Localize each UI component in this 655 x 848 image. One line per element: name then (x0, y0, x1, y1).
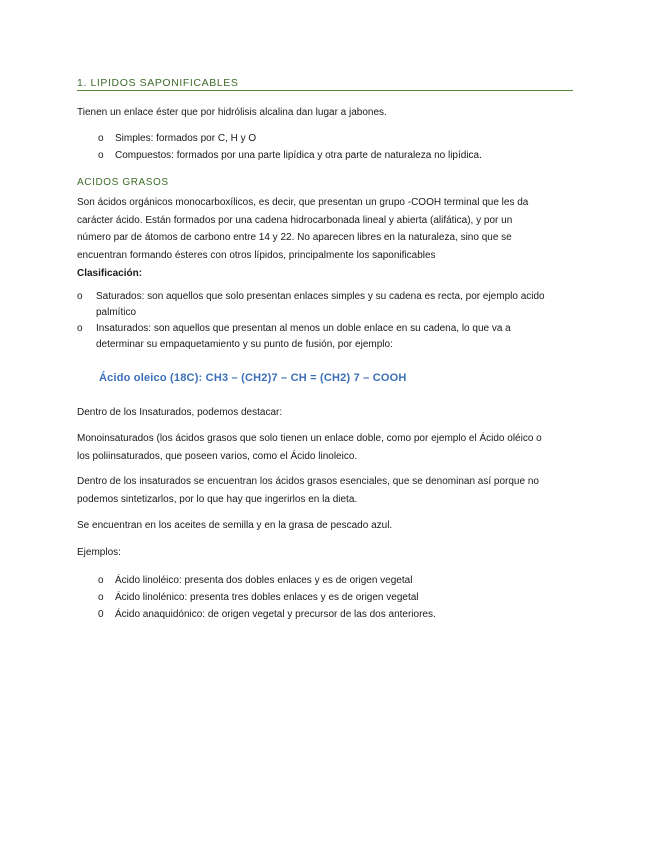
paragraph-line: podemos sintetizarlos, por lo que hay que ingerirlos en la dieta. (77, 493, 358, 505)
lipid-type-item (98, 131, 578, 147)
bullet-marker: o (98, 575, 104, 586)
examples-label: Ejemplos: (77, 547, 121, 558)
section-title: 1. LIPIDOS SAPONIFICABLES (77, 77, 573, 91)
paragraph-line: Dentro de los insaturados se encuentran los ácidos grasos esenciales, que se denominan así porque no (77, 476, 539, 487)
classification-line: determinar su empaquetamiento y su punto de fusión, por ejemplo: (96, 339, 393, 350)
example-item (98, 607, 578, 623)
paragraph-line: carácter ácido. Están formados por una cadena hidrocarbonada lineal y abierta (alifática), y por un (77, 214, 513, 226)
bullet-marker: 0 (98, 609, 104, 620)
paragraph-line: Monoinsaturados (los ácidos grasos que solo tienen un enlace doble, como por ejemplo el Ácido oléico o (77, 433, 542, 444)
example-item (98, 573, 578, 589)
lipid-type-item (98, 148, 578, 164)
classification-line: Saturados: son aquellos que solo presentan enlaces simples y su cadena es recta, por ejemplo acido (96, 291, 545, 302)
fatty-acids-paragraph (77, 194, 577, 264)
mono-poly-paragraph (77, 430, 587, 465)
classification-line: palmítico (96, 307, 137, 318)
classification-item (77, 321, 577, 353)
classification-text (96, 289, 545, 321)
example-text: Ácido anaquidónico: de origen vegetal y precursor de las dos anteriores. (115, 609, 436, 620)
paragraph-line: los poliinsaturados, que poseen varios, como el Ácido linoleico. (77, 450, 358, 462)
bullet-marker: o (98, 133, 104, 144)
lipid-type-text: Simples: formados por C, H y O (115, 133, 257, 144)
paragraph-line: encuentran formando ésteres con otros lípidos, principalmente los saponificables (77, 249, 436, 261)
lipid-type-text: Compuestos: formados por una parte lipídica y otra parte de naturaleza no lipídica. (115, 150, 482, 161)
paragraph-line: número par de átomos de carbono entre 14 y 22. No aparecen libres en la naturaleza, sino que se (77, 232, 512, 243)
bullet-marker: o (98, 592, 104, 603)
fatty-acids-title: ACIDOS GRASOS (77, 177, 169, 188)
classification-item (77, 289, 577, 321)
sources-paragraph: Se encuentran en los aceites de semilla y en la grasa de pescado azul. (77, 520, 393, 531)
example-text: Ácido linoléico: presenta dos dobles enlaces y es de origen vegetal (115, 575, 413, 586)
classification-line: Insaturados: son aquellos que presentan al menos un doble enlace en su cadena, lo que va a (96, 323, 511, 334)
oleic-acid-formula: Ácido oleico (18C): CH3 – (CH2)7 – CH = (CH2) 7 – COOH (99, 372, 407, 384)
unsaturated-intro: Dentro de los Insaturados, podemos destacar: (77, 407, 283, 418)
paragraph-line: Son ácidos orgánicos monocarboxílicos, es decir, que presentan un grupo -COOH terminal que les da (77, 197, 529, 208)
essential-paragraph (77, 473, 577, 508)
example-item (98, 590, 578, 606)
bullet-marker: o (77, 323, 83, 334)
bullet-marker: o (77, 291, 83, 302)
example-text: Ácido linolénico: presenta tres dobles enlaces y es de origen vegetal (115, 592, 419, 603)
bullet-marker: o (98, 150, 104, 161)
classification-label: Clasificación: (77, 268, 143, 279)
classification-text (96, 321, 511, 353)
intro-paragraph: Tienen un enlace éster que por hidrólisis alcalina dan lugar a jabones. (77, 107, 387, 118)
